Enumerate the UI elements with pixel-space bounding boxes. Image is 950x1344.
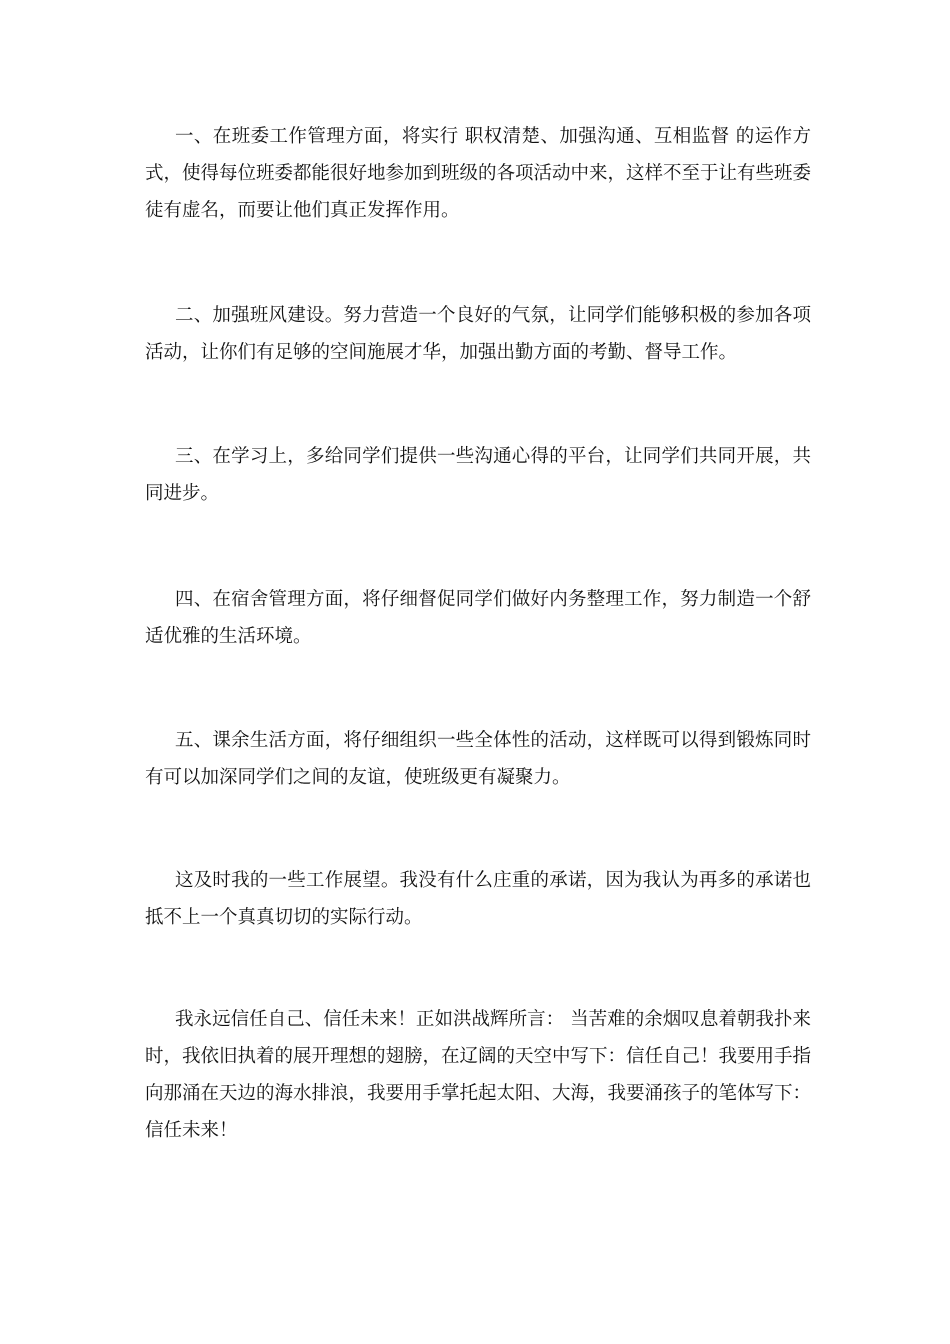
paragraph-class-committee-management: 一、在班委工作管理方面，将实行 职权清楚、加强沟通、互相监督 的运作方式，使得每位班委都能很好地参加到班级的各项活动中来，这样不至于让有些班委徒有虚名，而要让他们真正发挥作用。 xyxy=(145,126,812,221)
paragraph-extracurricular-life: 五、课余生活方面，将仔细组织一些全体性的活动，这样既可以得到锻炼同时有可以加深同学们之间的友谊，使班级更有凝聚力。 xyxy=(145,730,811,788)
paragraph-work-outlook: 这及时我的一些工作展望。我没有什么庄重的承诺，因为我认为再多的承诺也抵不上一个真真切切的实际行动。 xyxy=(145,870,811,928)
paragraph-dormitory-management: 四、在宿舍管理方面，将仔细督促同学们做好内务整理工作，努力制造一个舒适优雅的生活环境。 xyxy=(145,589,811,647)
paragraph-closing-quote: 我永远信任自己、信任未来！正如洪战辉所言： 当苦难的余烟叹息着朝我扑来时，我依旧执着的展开理想的翅膀，在辽阔的天空中写下：信任自己！我要用手指向那涌在天边的海水排浪，我要用手掌托起太阳、大海，我要涌孩子的笔体写下：信任未来！ xyxy=(145,1009,812,1141)
paragraph-class-style-building: 二、加强班风建设。努力营造一个良好的气氛，让同学们能够积极的参加各项活动，让你们有足够的空间施展才华，加强出勤方面的考勤、督导工作。 xyxy=(145,305,811,363)
paragraph-study: 三、在学习上，多给同学们提供一些沟通心得的平台，让同学们共同开展，共同进步。 xyxy=(145,446,811,504)
